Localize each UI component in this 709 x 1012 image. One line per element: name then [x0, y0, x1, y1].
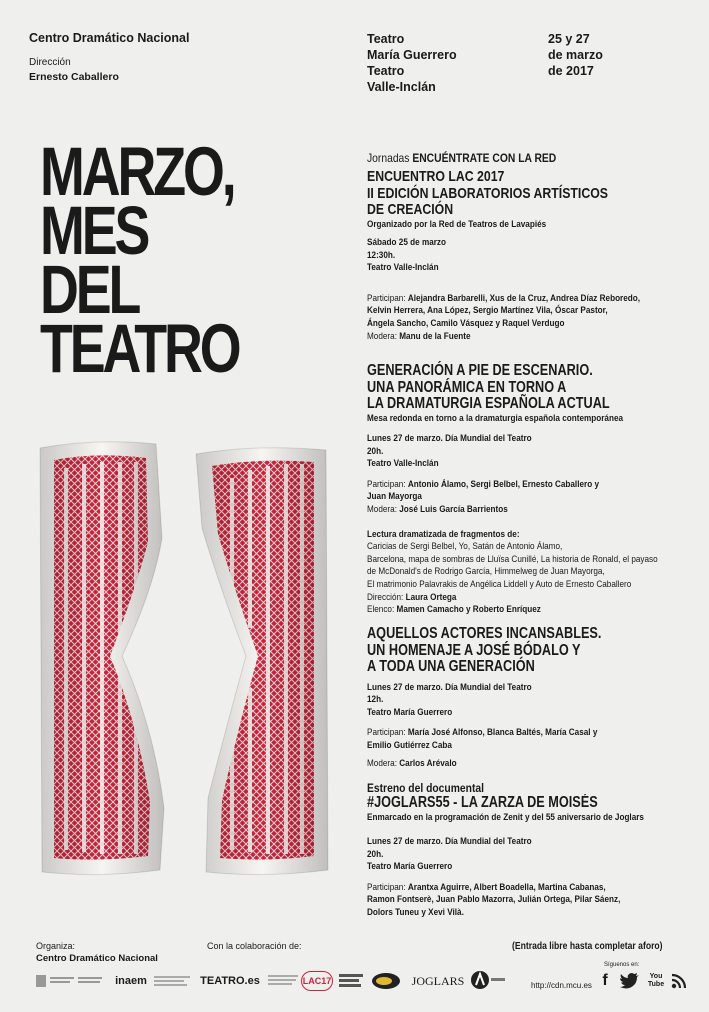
right-curtain: [196, 448, 328, 875]
section-encuentro: [367, 151, 697, 343]
participants-line: Antonio Álamo, Sergi Belbel, Ernesto Caballero y: [407, 478, 600, 490]
cast-label: Elenco:: [367, 604, 395, 616]
when-line: Lunes 27 de marzo. Día Mundial del Teatro: [367, 681, 532, 693]
title-line: ENCUENTRO LAC 2017: [367, 168, 505, 185]
date-line: de 2017: [548, 64, 594, 78]
youtube-icon[interactable]: You Tube: [647, 973, 665, 988]
moderator-label: Modera:: [367, 504, 397, 516]
organiza-label: Organiza:: [36, 941, 76, 951]
event-dates: [548, 31, 668, 79]
lac17-logo: LAC17: [301, 971, 333, 991]
participants: [367, 479, 651, 517]
facebook-icon[interactable]: f: [602, 972, 608, 989]
section-kicker: Estreno del documental: [367, 781, 484, 795]
follow-us-label: Síguenos en:: [604, 962, 640, 968]
title-line: GENERACIÓN A PIE DE ESCENARIO.: [367, 362, 593, 379]
curtains-illustration: [36, 438, 332, 878]
cast-names: Mamen Camacho y Roberto Enríquez: [396, 604, 541, 616]
event-when: [367, 682, 651, 720]
participants-line: Alejandra Barbarelli, Xus de la Cruz, Andrea Díaz Reboredo,: [407, 292, 641, 304]
event-when: [367, 433, 651, 471]
direction-label: Dirección:: [367, 591, 404, 603]
title-line: UN HOMENAJE A JOSÉ BÓDALO Y: [367, 641, 581, 659]
section-subtitle: Organizado por la Red de Teatros de Lavapiés: [367, 218, 547, 230]
when-line: Teatro Valle-Inclán: [367, 262, 439, 274]
main-title: [40, 133, 274, 387]
venue-line: Valle-Inclán: [367, 80, 436, 94]
reading-line: El matrimonio Palavrakis de Angélica Liddell y Auto de Ernesto Caballero: [367, 579, 632, 591]
kicker-bold-text: ENCUÉNTRATE CON LA RED: [412, 151, 557, 165]
inaem-logo: inaem: [115, 975, 147, 987]
participants-line: Dolors Tuneu y Xevi Vilà.: [367, 907, 464, 919]
lavapies-logo: [339, 972, 367, 990]
section-documental: [367, 781, 697, 920]
section-subtitle: Enmarcado en la programación de Zenit y del 55 aniversario de Joglars: [367, 811, 644, 823]
reading-line: de McDonald's de Rodrigo García, Himmelweg de Juan Mayorga,: [367, 566, 605, 578]
laboratorios-text-logo: [268, 973, 300, 989]
when-line: Lunes 27 de marzo. Día Mundial del Teatro: [367, 433, 532, 445]
participants-line: Ramon Fontserè, Juan Pablo Mazorra, Julián Ortega, Pilar Sáenz,: [367, 894, 621, 906]
section-subtitle: Mesa redonda en torno a la dramaturgia española contemporánea: [367, 412, 624, 424]
reading-title: Lectura dramatizada de fragmentos de:: [367, 528, 520, 540]
moderator-label: Modera:: [367, 330, 397, 342]
moderator-name: Manu de la Fuente: [399, 330, 471, 342]
section-kicker: [367, 151, 651, 165]
participants-line: Juan Mayorga: [367, 491, 422, 503]
moderator-label: Modera:: [367, 758, 397, 770]
title-line: MARZO,: [40, 133, 234, 210]
when-line: 12h.: [367, 694, 384, 706]
participants-label: Participan:: [367, 881, 406, 893]
event-when: [367, 836, 651, 874]
participants-label: Participan:: [367, 292, 406, 304]
participants: [367, 727, 651, 771]
participants-line: Arantxa Aguirre, Albert Boadella, Martina Cabanas,: [407, 881, 606, 893]
organiza-name: Centro Dramático Nacional: [36, 953, 158, 964]
participants: [367, 882, 651, 920]
section-title: [367, 363, 638, 413]
when-line: 20h.: [367, 445, 384, 457]
venue-line: Teatro: [367, 32, 405, 46]
participants-line: Emilio Gutiérrez Caba: [367, 739, 452, 751]
when-line: Teatro Valle-Inclán: [367, 458, 439, 470]
direction-label: Dirección: [29, 57, 71, 68]
title-line: LA DRAMATURGIA ESPAÑOLA ACTUAL: [367, 395, 610, 412]
collaboration-label: Con la colaboración de:: [207, 941, 302, 951]
reading-line: Barcelona, mapa de sombras de Lluïsa Cunillé, La historia de Ronald, el payaso: [367, 553, 658, 565]
section-title: #JOGLARS55 - LA ZARZA DE MOISÉS: [367, 794, 598, 811]
moderator-name: Carlos Arévalo: [399, 758, 457, 770]
title-line: A TODA UNA GENERACIÓN: [367, 658, 535, 675]
when-line: 12:30h.: [367, 249, 396, 261]
participants-label: Participan:: [367, 478, 406, 490]
section-actores: [367, 626, 697, 771]
inaem-subtitle-logo: [154, 975, 194, 987]
when-line: Teatro María Guerrero: [367, 706, 453, 718]
venue-line: Teatro: [367, 64, 405, 78]
moderator-name: José Luis García Barrientos: [399, 504, 508, 516]
kicker-text: Jornadas: [367, 151, 410, 165]
teatro-es-logo: TEATRO.es: [200, 975, 260, 987]
event-when: [367, 237, 651, 275]
left-curtain: [40, 442, 164, 875]
when-line: Sábado 25 de marzo: [367, 237, 447, 249]
participants-line: Ángela Sancho, Camilo Vásquez y Raquel Verdugo: [367, 318, 565, 330]
title-line: DEL: [40, 251, 139, 328]
organization-name: Centro Dramático Nacional: [29, 31, 190, 45]
participants-line: Kelvin Herrera, Ana López, Sergio Martínez Vila, Óscar Pastor,: [367, 305, 608, 317]
participants: [367, 293, 651, 343]
when-line: Lunes 27 de marzo. Día Mundial del Teatro: [367, 836, 532, 848]
section-title: [367, 626, 638, 676]
zenit-logo: [371, 972, 401, 990]
title-line: AQUELLOS ACTORES INCANSABLES.: [367, 625, 602, 642]
title-line: MES: [40, 192, 148, 269]
title-line: TEATRO: [40, 310, 239, 387]
title-line: DE CREACIÓN: [367, 201, 454, 218]
when-line: 20h.: [367, 848, 384, 860]
rss-icon[interactable]: [670, 972, 688, 990]
reading-line: Caricias de Sergi Belbel, Yo, Satán de Antonio Álamo,: [367, 541, 563, 553]
direction-name: Laura Ortega: [405, 591, 457, 603]
venues-list: [367, 31, 497, 95]
date-line: 25 y 27: [548, 32, 590, 46]
title-line: UNA PANORÁMICA EN TORNO A: [367, 378, 567, 396]
title-line: II EDICIÓN LABORATORIOS ARTÍSTICOS: [367, 184, 609, 202]
free-entry-note: (Entrada libre hasta completar aforo): [512, 941, 663, 952]
participants-line: María José Alfonso, Blanca Baltés, María Casal y: [407, 727, 598, 739]
reading-block: [367, 528, 658, 617]
section-generacion: [367, 363, 697, 617]
ministerio-logo: [36, 973, 104, 989]
date-line: de marzo: [548, 48, 603, 62]
participants-label: Participan:: [367, 727, 406, 739]
website-url[interactable]: http://cdn.mcu.es: [531, 981, 592, 990]
section-title: [367, 169, 638, 219]
director-name: Ernesto Caballero: [29, 71, 119, 83]
when-line: Teatro María Guerrero: [367, 861, 453, 873]
venue-line: María Guerrero: [367, 48, 457, 62]
joglars-logo: JOGLARS: [411, 973, 465, 988]
twitter-icon[interactable]: [619, 972, 641, 990]
antigona-logo: [470, 969, 506, 991]
